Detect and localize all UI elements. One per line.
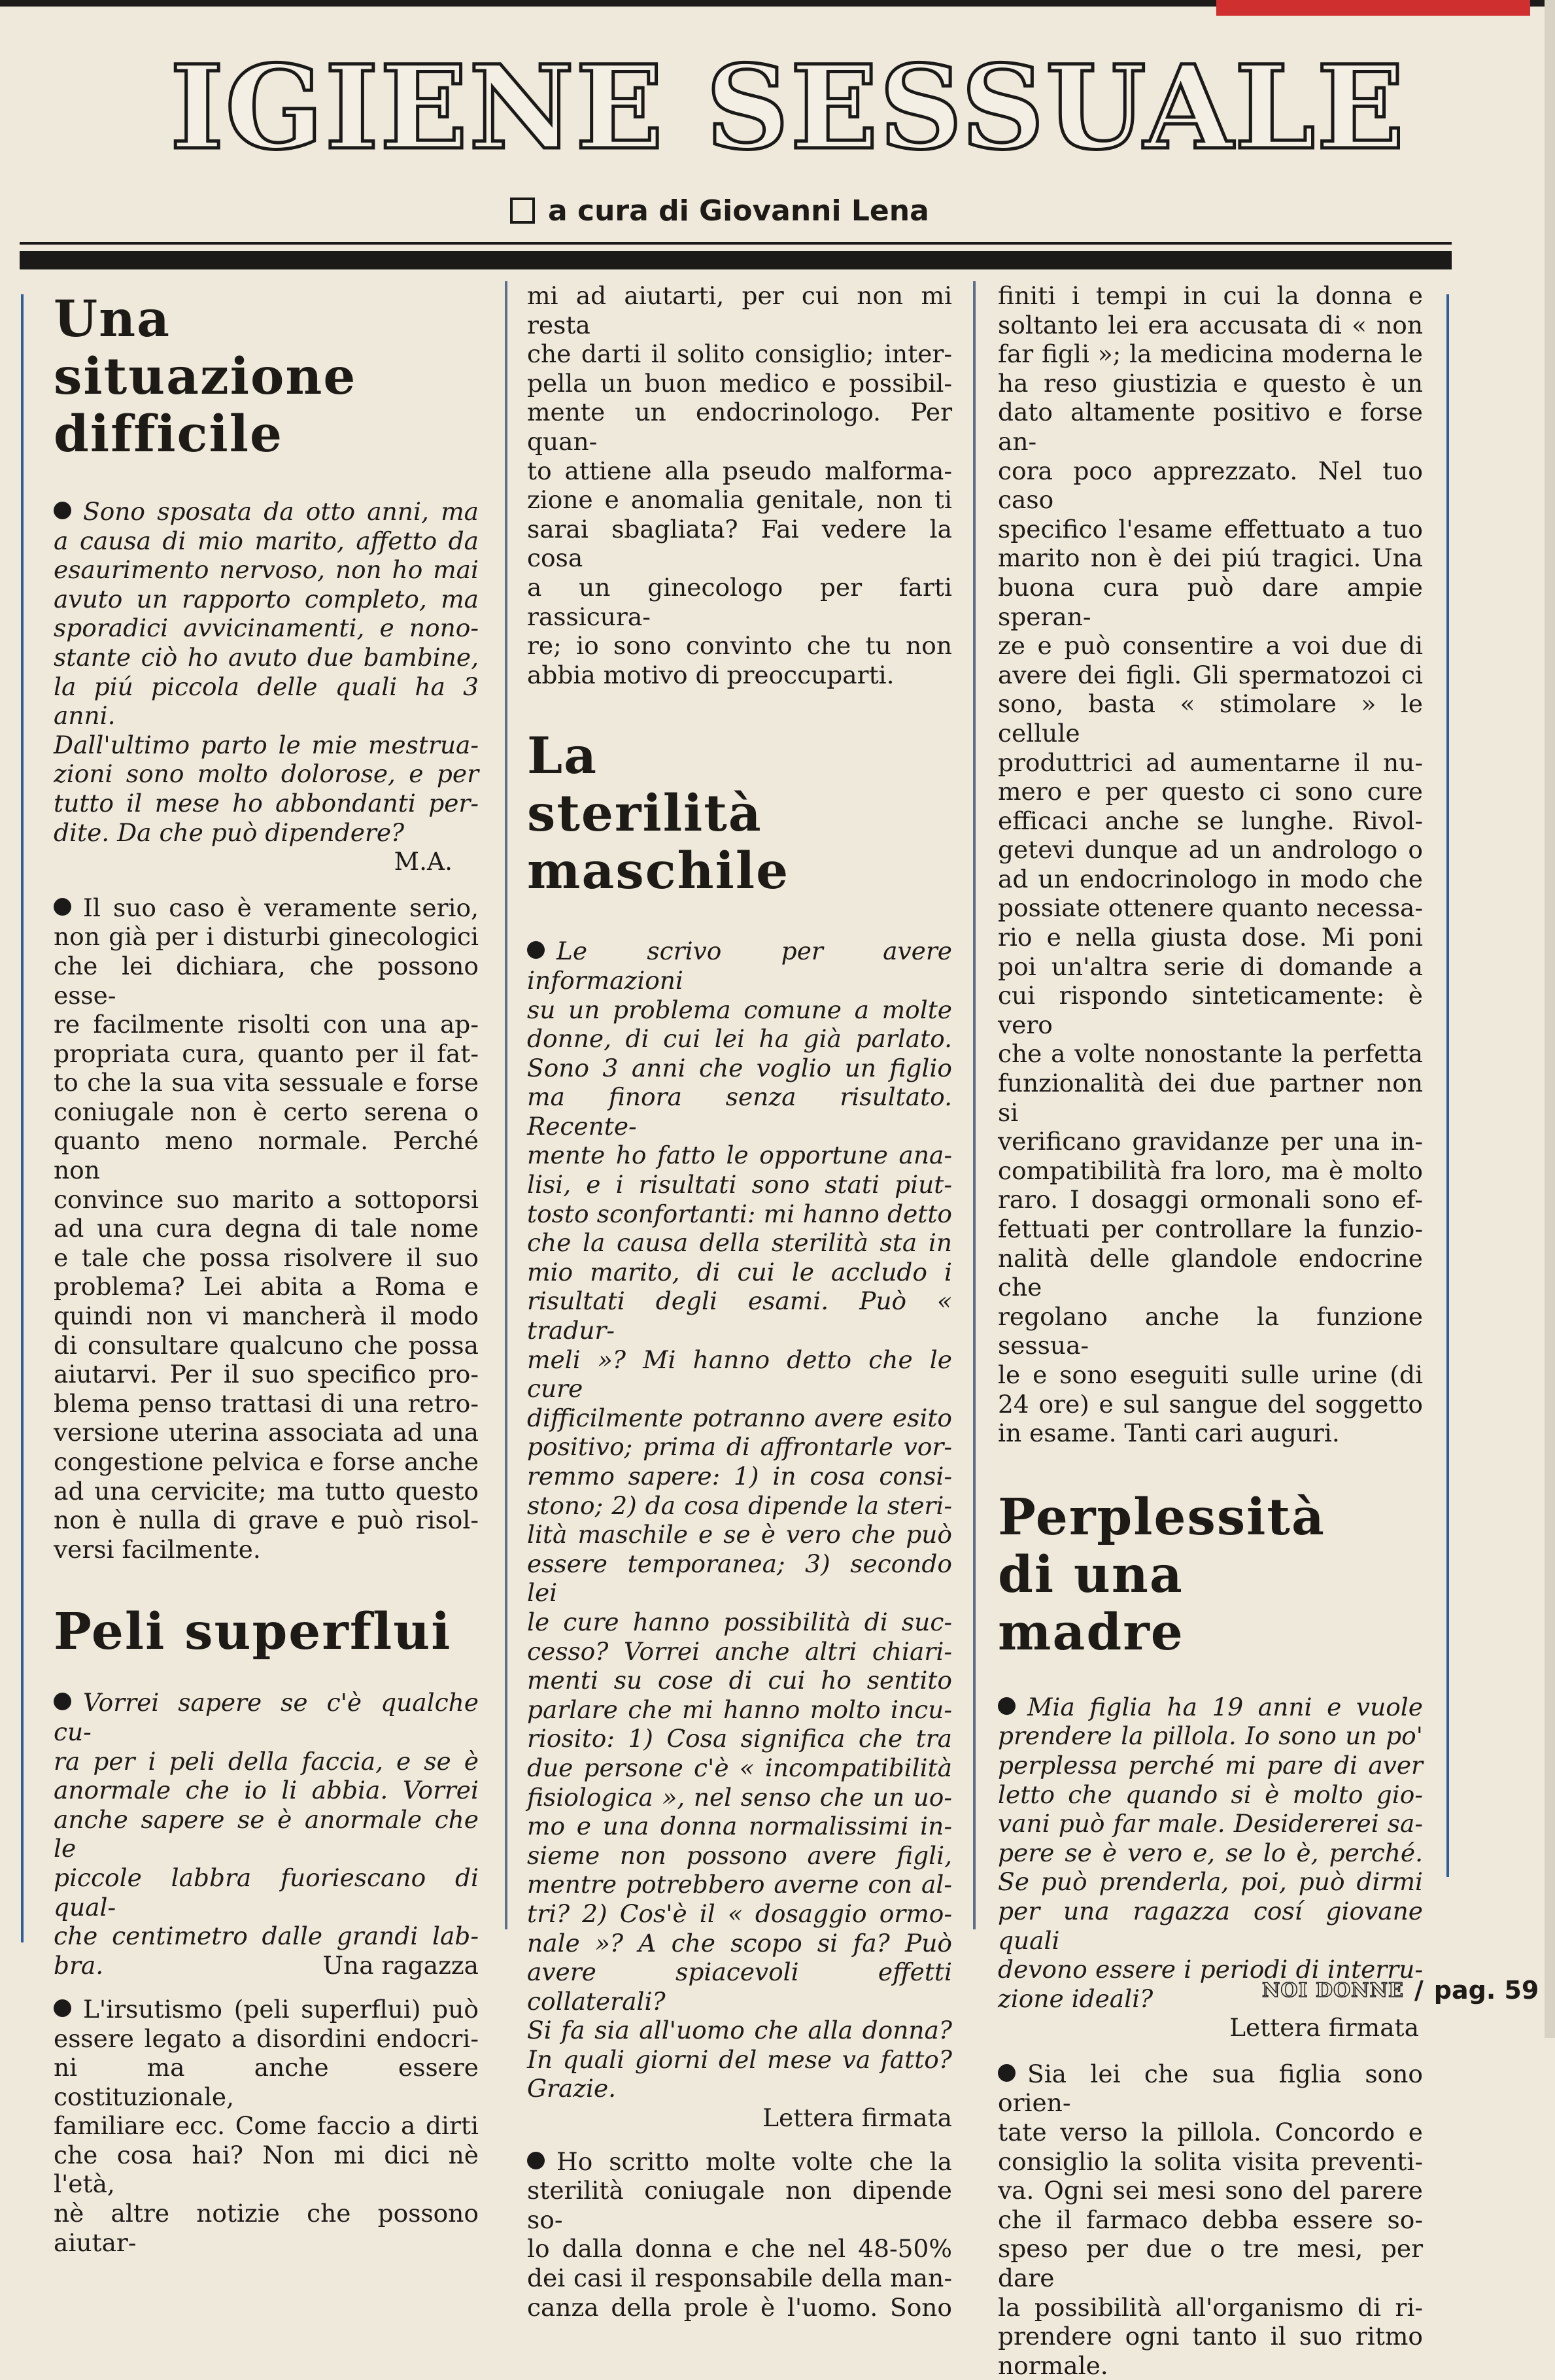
text-line: mero e per questo ci sono cure bbox=[998, 777, 1423, 806]
text-line: zioni sono molto dolorose, e per bbox=[54, 759, 479, 789]
byline bbox=[510, 190, 929, 232]
text-line: 24 ore) e sul sangue del soggetto bbox=[998, 1389, 1423, 1419]
page-title: IGIENE SESSUALE bbox=[170, 40, 1406, 175]
text-line: due persone c'è « incompatibilità bbox=[527, 1753, 952, 1782]
text-line: per una ragazza cosí giovane quali bbox=[998, 1896, 1423, 1955]
text-line: avere dei figli. Gli spermatozoi ci bbox=[998, 660, 1423, 689]
text-line: sono, basta « stimolare » le cellule bbox=[998, 689, 1423, 748]
text-line: produttrici ad aumentarne il nu- bbox=[998, 748, 1423, 777]
text-line: ad una cura degna di tale nome bbox=[54, 1214, 479, 1243]
text-line: prendere la pillola. Io sono un po' bbox=[998, 1721, 1423, 1751]
text-line: re; io sono convinto che tu non bbox=[527, 631, 952, 661]
text-line: zione e anomalia genitale, non ti bbox=[527, 485, 952, 515]
text-line: ma finora senza risultato. Recente- bbox=[527, 1082, 952, 1141]
text-line: sporadici avvicinamenti, e nono- bbox=[54, 613, 479, 643]
answer-1 bbox=[54, 893, 479, 1564]
text-line: meli »? Mi hanno detto che le cure bbox=[527, 1345, 952, 1404]
text-line: regolano anche la funzione sessua- bbox=[998, 1302, 1423, 1360]
text-line: pella un buon medico e possibil- bbox=[527, 368, 952, 398]
text-line: Ho scritto molte volte che la bbox=[527, 2147, 952, 2177]
text-line: quindi non vi mancherà il modo bbox=[54, 1302, 479, 1331]
text-line: funzionalità dei due partner non si bbox=[998, 1069, 1423, 1127]
text-line: che centimetro dalle grandi lab- bbox=[54, 1922, 479, 1951]
answer-3 bbox=[527, 2147, 952, 2322]
text-line: che a volte nonostante la perfetta bbox=[998, 1039, 1423, 1069]
column-2 bbox=[527, 281, 952, 2322]
text-line: dite. Da che può dipendere? bbox=[54, 818, 405, 847]
text-line: dato altamente positivo e forse an- bbox=[998, 398, 1423, 456]
checkbox-square-icon bbox=[510, 198, 535, 224]
text-line: soltanto lei era accusata di « non bbox=[998, 310, 1423, 339]
text-line: propriata cura, quanto per il fat- bbox=[54, 1039, 479, 1068]
text-line: coniugale non è certo serena o bbox=[54, 1097, 479, 1126]
column-3 bbox=[998, 281, 1423, 2380]
text-line: possiate ottenere quanto necessa- bbox=[998, 893, 1423, 923]
text-line: Il suo caso è veramente serio, bbox=[54, 893, 479, 923]
text-line: mente un endocrinologo. Per quan- bbox=[527, 398, 952, 456]
text-line: Sono sposata da otto anni, ma bbox=[54, 497, 479, 526]
text-line: sarai sbagliata? Fai vedere la cosa bbox=[527, 514, 952, 573]
text-line: dei casi il responsabile della man- bbox=[527, 2264, 952, 2293]
text-line: abbia motivo di preoccuparti. bbox=[527, 660, 895, 689]
text-line: riosito: 1) Cosa significa che tra bbox=[527, 1724, 952, 1753]
text-line: far figli »; la medicina moderna le bbox=[998, 339, 1423, 369]
text-line: devono essere i periodi di interru- bbox=[998, 1955, 1423, 1984]
text-line: specifico l'esame effettuato a tuo bbox=[998, 514, 1423, 543]
text-line: buona cura può dare ampie speran- bbox=[998, 572, 1423, 631]
text-line: positivo; prima di affrontarle vor- bbox=[527, 1432, 952, 1462]
text-line: Se può prenderla, poi, può dirmi bbox=[998, 1867, 1423, 1897]
text-line: ra per i peli della faccia, e se è bbox=[54, 1746, 479, 1776]
text-line: e tale che possa risolvere il suo bbox=[54, 1243, 479, 1272]
text-line: risultati degli esami. Può « tradur- bbox=[527, 1286, 952, 1345]
text-line: versi facilmente. bbox=[54, 1534, 261, 1564]
column-rule-1 bbox=[505, 281, 507, 1929]
text-line: perplessa perché mi pare di aver bbox=[998, 1750, 1423, 1780]
text-line: la piú piccola delle quali ha 3 anni. bbox=[54, 672, 479, 731]
text-line: la possibilità all'organismo di ri- bbox=[998, 2292, 1423, 2322]
text-line: ni ma anche essere costituzionale, bbox=[54, 2053, 479, 2111]
text-line: L'irsutismo (peli superflui) può bbox=[54, 1995, 479, 2024]
text-line: anche sapere se è anormale che le bbox=[54, 1804, 479, 1863]
text-line: piccole labbra fuoriescano di qual- bbox=[54, 1863, 479, 1922]
text-line: che la causa della sterilità sta in bbox=[527, 1228, 952, 1258]
text-line: finiti i tempi in cui la donna e bbox=[998, 281, 1423, 310]
text-line: versione uterina associata ad una bbox=[54, 1418, 479, 1447]
text-line: su un problema comune a molte bbox=[527, 995, 952, 1024]
divider-thick bbox=[20, 251, 1452, 269]
signature-1: M.A. bbox=[394, 847, 453, 876]
top-color-band bbox=[1216, 0, 1530, 16]
text-line: Sono 3 anni che voglio un figlio bbox=[527, 1053, 952, 1082]
magazine-logo: NOI DONNE bbox=[1262, 1978, 1404, 2002]
page-number: pag. 59 bbox=[1433, 1976, 1539, 2005]
text-line: blema penso trattasi di una retro- bbox=[54, 1388, 479, 1418]
text-line: ad un endocrinologo in modo che bbox=[998, 864, 1423, 893]
text-line: a un ginecologo per farti rassicura- bbox=[527, 572, 952, 631]
headline-peli-superflui: Peli superflui bbox=[54, 1602, 452, 1662]
text-line: zione ideali? bbox=[998, 1984, 1153, 2013]
text-line: letto che quando si è molto gio- bbox=[998, 1780, 1423, 1809]
text-line: donne, di cui lei ha già parlato. bbox=[527, 1024, 952, 1054]
text-line: efficaci anche se lunghe. Rivol- bbox=[998, 806, 1423, 835]
text-line: fisiologica », nel senso che un uo- bbox=[527, 1782, 952, 1812]
answer-3-continued bbox=[998, 281, 1423, 1448]
text-line: nale »? A che scopo si fa? Può bbox=[527, 1928, 952, 1957]
bullet-dot-icon bbox=[54, 1999, 71, 2017]
text-line: che lei dichiara, che possono esse- bbox=[54, 951, 479, 1010]
text-line: non già per i disturbi ginecologici bbox=[54, 922, 479, 952]
text-line: cesso? Vorrei anche altri chiari- bbox=[527, 1636, 952, 1666]
text-line: avere spiacevoli effetti collaterali? bbox=[527, 1957, 952, 2016]
bullet-dot-icon bbox=[527, 941, 545, 959]
text-line: aiutarvi. Per il suo specifico pro- bbox=[54, 1360, 479, 1389]
bullet-dot-icon bbox=[54, 1693, 71, 1710]
text-line: stante ciò ho avuto due bambine, bbox=[54, 642, 479, 672]
text-line: consiglio la solita visita preventi- bbox=[998, 2147, 1423, 2176]
text-line: Dall'ultimo parto le mie mestrua- bbox=[54, 730, 479, 759]
text-line: menti su cose di cui ho sentito bbox=[527, 1666, 952, 1695]
text-line: congestione pelvica e forse anche bbox=[54, 1447, 479, 1476]
text-line: avuto un rapporto completo, ma bbox=[54, 584, 479, 613]
text-line: getevi dunque ad un andrologo o bbox=[998, 835, 1423, 865]
text-line: compatibilità fra loro, ma è molto bbox=[998, 1156, 1423, 1185]
text-line: convince suo marito a sottoporsi bbox=[54, 1184, 479, 1214]
text-line: sterilità coniugale non dipende so- bbox=[527, 2176, 952, 2234]
text-line: poi un'altra serie di domande a bbox=[998, 952, 1423, 981]
text-line: stono; 2) da cosa dipende la steri- bbox=[527, 1491, 952, 1520]
text-line: remmo sapere: 1) in cosa consi- bbox=[527, 1462, 952, 1491]
divider-thin bbox=[20, 242, 1452, 245]
text-line: cui rispondo sinteticamente: è vero bbox=[998, 981, 1423, 1039]
text-line: lità maschile e se è vero che può bbox=[527, 1520, 952, 1549]
bullet-dot-icon bbox=[998, 2064, 1016, 2082]
text-line: Si fa sia all'uomo che alla donna? bbox=[527, 2016, 952, 2045]
text-line: marito non è dei piú tragici. Una bbox=[998, 543, 1423, 573]
text-line: mente ho fatto le opportune ana- bbox=[527, 1141, 952, 1170]
text-line: parlare che mi hanno molto incu- bbox=[527, 1695, 952, 1724]
answer-4 bbox=[998, 2060, 1423, 2380]
text-line: Sia lei che sua figlia sono orien- bbox=[998, 2059, 1423, 2118]
text-line: bra. bbox=[54, 1950, 104, 1980]
text-line: normale. bbox=[998, 2351, 1108, 2380]
bullet-dot-icon bbox=[54, 502, 71, 519]
text-line: Grazie. bbox=[527, 2074, 617, 2103]
text-line: mentre potrebbero averne con al- bbox=[527, 1870, 952, 1899]
signature-2: Una ragazza bbox=[322, 1951, 479, 1980]
text-line: canza della prole è l'uomo. Sono bbox=[527, 2292, 952, 2322]
text-line: cora poco apprezzato. Nel tuo caso bbox=[998, 456, 1423, 515]
text-line: tate verso la pillola. Concordo e bbox=[998, 2118, 1423, 2147]
bullet-dot-icon bbox=[527, 2152, 545, 2169]
bullet-dot-icon bbox=[54, 898, 71, 916]
page-edge bbox=[1545, 0, 1555, 2038]
text-line: che darti il solito consiglio; inter- bbox=[527, 339, 952, 369]
headline-perplessita-di-una-madre: Perplessità di una madre bbox=[998, 1487, 1325, 1662]
text-line: Le scrivo per avere informazioni bbox=[527, 937, 952, 995]
text-line: tri? 2) Cos'è il « dosaggio ormo- bbox=[527, 1899, 952, 1928]
text-line: tosto sconfortanti: mi hanno detto bbox=[527, 1199, 952, 1228]
question-2 bbox=[54, 1688, 479, 1980]
text-line: ad una cervicite; ma tutto questo bbox=[54, 1476, 479, 1506]
text-line: to che la sua vita sessuale e forse bbox=[54, 1068, 479, 1097]
text-line: che il farmaco debba essere so- bbox=[998, 2205, 1423, 2234]
text-line: problema? Lei abita a Roma e bbox=[54, 1272, 479, 1302]
column-1 bbox=[54, 281, 479, 2257]
text-line: re facilmente risolti con una ap- bbox=[54, 1010, 479, 1039]
text-line: esaurimento nervoso, non ho mai bbox=[54, 555, 479, 585]
text-line: verificano gravidanze per una in- bbox=[998, 1127, 1423, 1156]
text-line: In quali giorni del mese va fatto? bbox=[527, 2044, 952, 2074]
text-line: non è nulla di grave e può risol- bbox=[54, 1506, 479, 1535]
text-line: sieme non possono avere figli, bbox=[527, 1840, 952, 1870]
text-line: prendere ogni tanto il suo ritmo bbox=[998, 2322, 1423, 2351]
text-line: pere se è vero e, se lo è, perché. bbox=[998, 1838, 1423, 1867]
headline-una-situazione-difficile: Una situazione difficile bbox=[54, 290, 357, 464]
question-1 bbox=[54, 497, 479, 847]
text-line: di consultare qualcuno che possa bbox=[54, 1330, 479, 1360]
question-4 bbox=[998, 1693, 1423, 2014]
text-line: le e sono eseguiti sulle urine (di bbox=[998, 1360, 1423, 1389]
right-column-rule bbox=[1446, 294, 1449, 1877]
text-line: tutto il mese ho abbondanti per- bbox=[54, 788, 479, 818]
text-line: to attiene alla pseudo malforma- bbox=[527, 456, 952, 485]
text-line: ha reso giustizia e questo è un bbox=[998, 368, 1423, 398]
column-rule-2 bbox=[973, 281, 976, 1929]
answer-2 bbox=[54, 1995, 479, 2257]
text-line: lo dalla donna e che nel 48-50% bbox=[527, 2234, 952, 2264]
footer-separator: / bbox=[1414, 1976, 1424, 2005]
text-line: essere legato a disordini endocri- bbox=[54, 2024, 479, 2053]
text-line: quanto meno normale. Perché non bbox=[54, 1126, 479, 1185]
byline-text: a cura di Giovanni Lena bbox=[548, 194, 929, 228]
text-line: Vorrei sapere se c'è qualche cu- bbox=[54, 1688, 479, 1746]
text-line: mi ad aiutarti, per cui non mi resta bbox=[527, 281, 952, 339]
text-line: nalità delle glandole endocrine che bbox=[998, 1243, 1423, 1302]
text-line: ze e può consentire a voi due di bbox=[998, 631, 1423, 661]
question-3 bbox=[527, 937, 952, 2103]
text-line: mo e una donna normalissimi in- bbox=[527, 1812, 952, 1841]
headline-la-sterilita-maschile: La sterilità maschile bbox=[527, 727, 790, 901]
page-footer bbox=[1262, 1974, 1539, 2007]
text-line: rio e nella giusta dose. Mi poni bbox=[998, 923, 1423, 952]
text-line: fettuati per controllare la funzio- bbox=[998, 1215, 1423, 1243]
text-line: che cosa hai? Non mi dici nè l'età, bbox=[54, 2140, 479, 2199]
text-line: speso per due o tre mesi, per dare bbox=[998, 2234, 1423, 2293]
text-line: raro. I dosaggi ormonali sono ef- bbox=[998, 1185, 1423, 1215]
text-line: le cure hanno possibilità di suc- bbox=[527, 1607, 952, 1636]
text-line: Mia figlia ha 19 anni e vuole bbox=[998, 1693, 1423, 1722]
text-line: in esame. Tanti cari auguri. bbox=[998, 1419, 1340, 1448]
signature-4: Lettera firmata bbox=[1229, 2013, 1419, 2043]
bullet-dot-icon bbox=[998, 1697, 1016, 1715]
text-line: essere temporanea; 3) secondo lei bbox=[527, 1549, 952, 1608]
text-line: lisi, e i risultati sono stati piut- bbox=[527, 1170, 952, 1199]
text-line: mio marito, di cui le accludo i bbox=[527, 1257, 952, 1286]
text-line: anormale che io li abbia. Vorrei bbox=[54, 1776, 479, 1805]
text-line: familiare ecc. Come faccio a dirti bbox=[54, 2111, 479, 2141]
text-line: va. Ogni sei mesi sono del parere bbox=[998, 2176, 1423, 2205]
text-line: nè altre notizie che possono aiutar- bbox=[54, 2199, 479, 2257]
text-line: a causa di mio marito, affetto da bbox=[54, 526, 479, 555]
text-line: vani può far male. Desidererei sa- bbox=[998, 1809, 1423, 1838]
answer-2-continued bbox=[527, 281, 952, 689]
left-column-rule bbox=[21, 294, 24, 1942]
masthead bbox=[170, 39, 1406, 177]
signature-3: Lettera firmata bbox=[762, 2103, 952, 2133]
text-line: difficilmente potranno avere esito bbox=[527, 1403, 952, 1432]
